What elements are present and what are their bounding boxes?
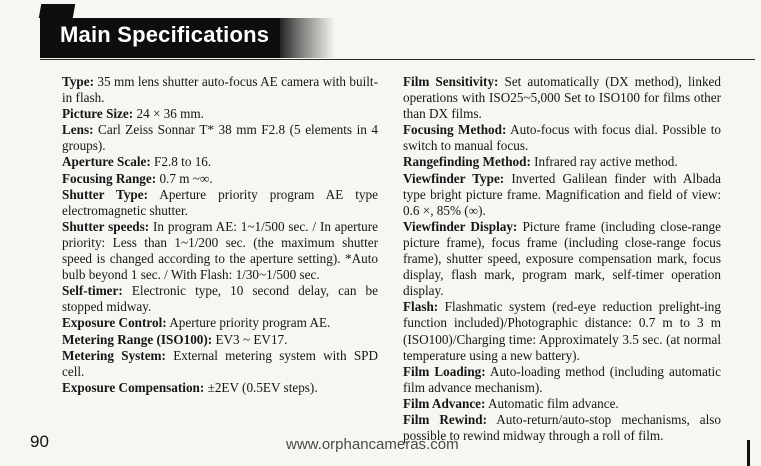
spec-text: Aperture priority program AE type electromagnetic shutter. xyxy=(62,186,378,218)
spec-text: Infrared ray active method. xyxy=(530,154,678,170)
spec-item-metering-system xyxy=(62,348,378,380)
spec-text: 24 × 36 mm. xyxy=(133,106,204,122)
spec-label: Picture Size: xyxy=(62,106,134,122)
spec-text: ±2EV (0.5EV steps). xyxy=(204,379,318,395)
page-title: Main Specifications xyxy=(60,22,270,47)
spec-item-viewfinder-type xyxy=(403,171,721,219)
spec-label: Type: xyxy=(62,74,94,89)
spec-label: Film Sensitivity: xyxy=(403,74,499,89)
spec-label: Shutter speeds: xyxy=(62,218,150,234)
spec-item-film-advance xyxy=(403,396,721,412)
spec-item-picture-size xyxy=(62,106,378,122)
spec-label: Film Rewind: xyxy=(403,411,487,427)
spec-item-type xyxy=(62,74,378,106)
spec-item-exposure-compensation xyxy=(62,380,378,396)
watermark-url: www.orphancameras.com xyxy=(286,436,459,453)
spec-item-film-sensitivity xyxy=(403,74,721,122)
spec-label: Exposure Compensation: xyxy=(62,379,205,395)
spec-label: Exposure Control: xyxy=(62,315,167,331)
spec-label: Viewfinder Type: xyxy=(403,170,505,186)
spec-item-focusing-range xyxy=(62,171,378,187)
spec-item-self-timer xyxy=(62,283,378,315)
spec-item-shutter-speeds xyxy=(62,219,378,283)
spec-text: Inverted Galilean finder with Albada type bright picture frame. Magnification and field of view: 0.6 ×, 85% (∞). xyxy=(403,170,721,218)
spec-text: Automatic film advance. xyxy=(485,395,619,411)
page-edge-mark xyxy=(747,440,750,466)
header-band-fade xyxy=(275,18,335,58)
spec-item-rangefinding-method xyxy=(403,154,721,170)
spec-label: Film Loading: xyxy=(403,363,486,379)
spec-text: Carl Zeiss Sonnar T* 38 mm F2.8 (5 elements in 4 groups). xyxy=(62,122,378,154)
spec-item-aperture-scale xyxy=(62,154,378,170)
spec-text: In program AE: 1~1/500 sec. / In aperture priority: Less than 1~1/200 sec. (the maximum shutter speed is changed according to the aperture setting). *Auto bulb beyond 1 sec. / With Flash: 1/30~1/500 sec. xyxy=(62,218,378,283)
spec-text: External metering system with SPD cell. xyxy=(62,347,379,379)
spec-text: Set automatically (DX method), linked operations with ISO25~5,000 Set to ISO100 for films other than DX films. xyxy=(403,74,721,122)
spec-label: Focusing Method: xyxy=(403,122,507,138)
spec-label: Rangefinding Method: xyxy=(403,154,531,170)
spec-text: Aperture priority program AE. xyxy=(166,315,331,331)
spec-text: Auto-return/auto-stop mechanisms, also possible to rewind midway through a roll of film. xyxy=(403,411,721,444)
spec-text: Auto-loading method (including automatic film advance mechanism). xyxy=(403,363,721,395)
spec-text: 35 mm lens shutter auto-focus AE camera with built-in flash. xyxy=(62,74,378,106)
spec-label: Metering System: xyxy=(62,347,166,363)
page-number: 90 xyxy=(30,432,49,451)
spec-item-shutter-type xyxy=(62,187,378,219)
spec-label: Viewfinder Display: xyxy=(403,218,518,234)
spec-text: Flashmatic system (red-eye reduction prelight-ing function included)/Photographic distance: 0.7 m to 3 m (ISO100)/Charging time: Approximately 3.5 sec. (at normal temperature using a new battery). xyxy=(403,299,721,363)
spec-label: Film Advance: xyxy=(403,395,486,411)
spec-item-exposure-control xyxy=(62,315,378,331)
spec-text: 0.7 m ~∞. xyxy=(156,170,213,186)
spec-text: F2.8 to 16. xyxy=(150,154,212,170)
spec-item-film-loading xyxy=(403,364,721,396)
spec-column-right xyxy=(403,74,721,444)
spec-label: Metering Range (ISO100): xyxy=(62,331,213,347)
spec-item-viewfinder-display xyxy=(403,219,721,299)
spec-label: Aperture Scale: xyxy=(62,154,151,170)
spec-label: Self-timer: xyxy=(62,283,123,299)
spec-item-focusing-method xyxy=(403,122,721,154)
spec-label: Lens: xyxy=(62,122,94,138)
spec-item-lens xyxy=(62,122,378,154)
header-rule xyxy=(40,59,755,60)
spec-text: Auto-focus with focus dial. Possible to switch to manual focus. xyxy=(403,122,721,154)
spec-column-left xyxy=(62,74,378,396)
spec-label: Focusing Range: xyxy=(62,170,157,186)
spec-text: EV3 ~ EV17. xyxy=(212,331,288,347)
spec-item-metering-range xyxy=(62,332,378,348)
spec-text: Electronic type, 10 second delay, can be stopped midway. xyxy=(62,283,378,315)
spec-item-flash xyxy=(403,299,721,363)
spec-text: Picture frame (including close-range picture frame), focus frame (including close-range focus frame), shutter speed, exposure compensation mark, focus display, flash mark, program mark, self-timer operation display. xyxy=(403,218,721,299)
spec-label: Shutter Type: xyxy=(62,186,149,202)
spec-label: Flash: xyxy=(403,299,439,315)
